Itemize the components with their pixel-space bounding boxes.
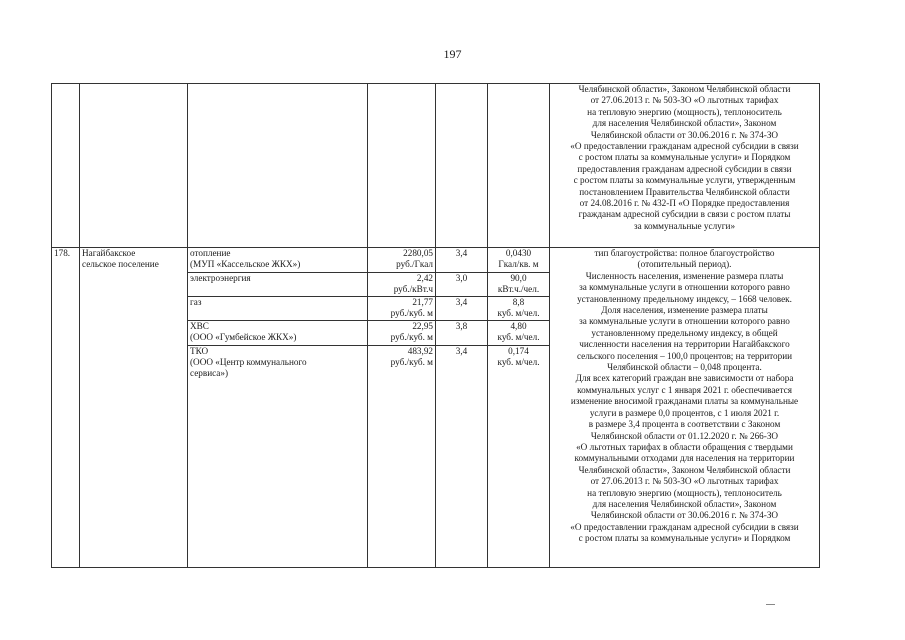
note-line: от 24.08.2016 г. № 432-П «О Порядке предоставления (579, 198, 790, 209)
tariff-value: 483,92 (407, 345, 433, 356)
service-row-heating (52, 248, 820, 273)
service-name-cell (188, 248, 368, 273)
note-line: установленному предельному индексу, – 1668 человек. (577, 293, 792, 304)
note-line: Челябинской области», Законом Челябинской области (578, 464, 791, 475)
norm-value: 0,174 (508, 345, 529, 356)
service-provider: сервиса») (190, 368, 229, 379)
norm-cell (488, 320, 550, 345)
norm-value: 4,80 (510, 320, 527, 331)
page-number: 197 (443, 47, 462, 61)
note-line: Челябинской области от 30.06.2016 г. № 374-ЗО (590, 510, 779, 521)
settlement-name-cell (80, 248, 188, 568)
note-line: сельского поселения – 100,0 процентов; на территории (576, 350, 793, 361)
tariff-cell (368, 320, 436, 345)
norm-cell (488, 273, 550, 297)
row-number-cell: 178. (52, 248, 80, 568)
service-name-cell (188, 320, 368, 345)
note-line: для населения Челябинской области», Законом (592, 118, 777, 129)
tariff-unit: руб./куб. м (390, 357, 433, 368)
tariff-cell (368, 248, 436, 273)
note-line: коммунальных услуг с 1 января 2021 г. обеспечивается (577, 384, 792, 395)
note-line: от 27.06.2013 г. № 503-ЗО «О льготных тарифах (590, 95, 779, 106)
note-line: для населения Челябинской области», Законом (592, 498, 777, 509)
note-line: с ростом платы за коммунальные услуги» и Порядком (578, 152, 791, 163)
note-line: Челябинской области от 01.12.2020 г. № 266-ЗО (590, 430, 779, 441)
tariff-cell (368, 296, 436, 320)
cont-service-cell (188, 84, 368, 248)
norm-unit: куб. м/чел. (497, 332, 540, 343)
norm-unit: куб. м/чел. (497, 308, 540, 319)
settlement-name-line: Нагайбакское (82, 248, 136, 258)
service-name: электроэнергия (190, 273, 251, 283)
settlement-name-line: сельское поселение (82, 259, 159, 270)
tariff-value: 22,95 (412, 320, 433, 331)
note-line: «О предоставлении гражданам адресной субсидии в связи (570, 141, 799, 152)
norm-unit: Гкал/кв. м (498, 259, 539, 270)
note-line: на тепловую энергию (мощность), теплоноситель (587, 487, 782, 498)
service-provider: (ООО «Гумбейское ЖКХ») (190, 332, 297, 343)
note-line: постановлением Правительства Челябинской области (579, 186, 790, 197)
scan-mark (766, 604, 775, 605)
cont-name-cell (80, 84, 188, 248)
index-cell: 3,4 (436, 296, 488, 320)
note-line: Челябинской области от 30.06.2016 г. № 374-ЗО (590, 129, 779, 140)
note-line: Доля населения, изменение размера платы (601, 305, 768, 316)
norm-value: 90,0 (510, 273, 527, 283)
norm-value: 8,8 (512, 296, 525, 307)
note-line: Челябинской области», Законом Челябинской области (578, 84, 791, 94)
service-name-cell (188, 273, 368, 297)
service-name: ХВС (190, 320, 209, 331)
service-name-cell (188, 345, 368, 567)
index-cell: 3,4 (436, 345, 488, 567)
note-line: численности населения на территории Нагайбакского (579, 339, 790, 350)
tariff-table (51, 83, 820, 568)
tariff-unit: руб./куб. м (390, 332, 433, 343)
tariff-unit: руб./Гкал (396, 259, 433, 270)
note-line: с ростом платы за коммунальные услуги» и Порядком (578, 533, 791, 544)
index-cell: 3,0 (436, 273, 488, 297)
tariff-unit: руб./куб. м (390, 308, 433, 319)
norm-cell (488, 345, 550, 567)
tariff-value: 2280,05 (403, 248, 433, 258)
service-name: ТКО (190, 345, 209, 356)
note-line: от 27.06.2013 г. № 503-ЗО «О льготных тарифах (590, 476, 779, 487)
tariff-cell (368, 273, 436, 297)
note-line: за коммунальные услуги в отношении которого равно (579, 316, 790, 327)
note-line: предоставления гражданам адресной субсидии в связи (577, 163, 792, 174)
norm-unit: куб. м/чел. (497, 357, 540, 368)
cont-index-cell (436, 84, 488, 248)
norm-cell (488, 248, 550, 273)
norm-unit: кВт.ч./чел. (497, 284, 540, 295)
service-name-cell (188, 296, 368, 320)
tariff-cell (368, 345, 436, 567)
tariff-unit: руб./кВт.ч (393, 284, 433, 295)
index-cell: 3,4 (436, 248, 488, 273)
note-line: тип благоустройства: полное благоустройство (594, 248, 775, 258)
tariff-value: 21,77 (412, 296, 433, 307)
note-line: «О льготных тарифах в области обращения с твердыми (576, 441, 793, 452)
norm-cell (488, 296, 550, 320)
note-line: услуги в размере 0,0 процентов, с 1 июля 2021 г. (589, 407, 780, 418)
note-line: гражданам адресной субсидии в связи с ростом платы (578, 209, 791, 220)
service-name: отопление (190, 248, 231, 258)
note-line: «О предоставлении гражданам адресной субсидии в связи (570, 521, 799, 532)
note-line: установленному предельному индексу, в общей (591, 327, 778, 338)
note-line: Челябинской области – 0,048 процента. (607, 362, 762, 373)
tariff-value: 2,42 (416, 273, 433, 283)
cont-tariff-cell (368, 84, 436, 248)
note-line: с ростом платы за коммунальные услуги, утвержденным (573, 175, 796, 186)
cont-notes-cell (550, 84, 820, 248)
note-line: (отопительный период). (637, 259, 732, 270)
service-name: газ (190, 296, 202, 307)
service-provider: (ООО «Центр коммунального (190, 357, 307, 368)
note-line: за коммунальные услуги» (633, 220, 736, 231)
cont-number-cell (52, 84, 80, 248)
index-cell: 3,8 (436, 320, 488, 345)
cont-norm-cell (488, 84, 550, 248)
note-line: изменение вносимой гражданами платы за коммунальные (570, 396, 799, 407)
service-provider: (МУП «Кассельское ЖКХ») (190, 259, 301, 270)
note-line: в размере 3,4 процента в соответствии с Законом (588, 419, 781, 430)
note-line: коммунальными отходами для населения на территории (574, 453, 795, 464)
note-line: Численность населения, изменение размера платы (585, 270, 784, 281)
note-line: Для всех категорий граждан вне зависимости от набора (575, 373, 794, 384)
continuation-row (52, 84, 820, 248)
norm-value: 0,0430 (505, 248, 532, 258)
notes-cell (550, 248, 820, 568)
note-line: за коммунальные услуги в отношении которого равно (579, 282, 790, 293)
note-line: на тепловую энергию (мощность), теплоноситель (587, 106, 782, 117)
